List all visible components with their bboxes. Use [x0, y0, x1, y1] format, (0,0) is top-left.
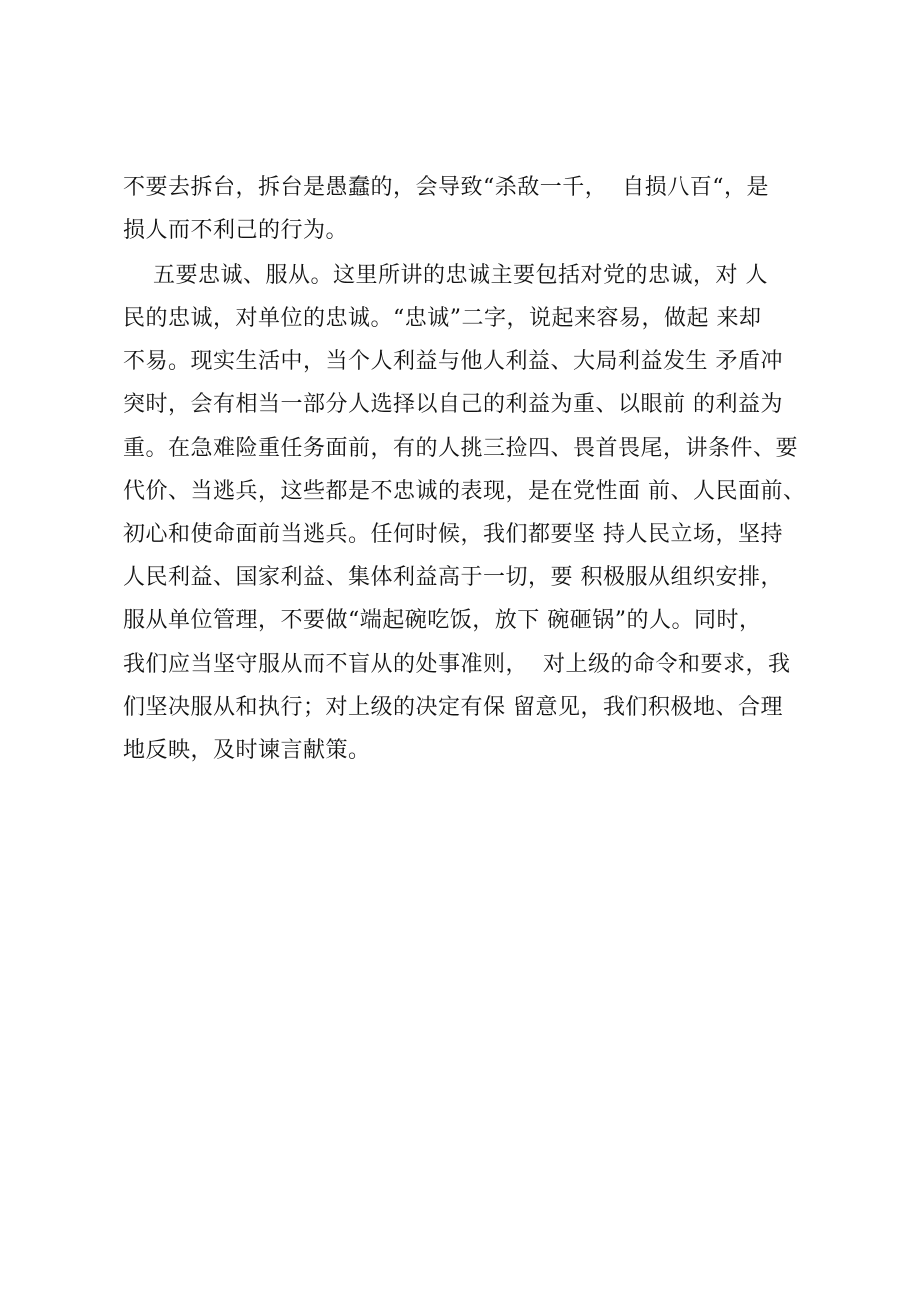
- text-line: 不要去拆台，拆台是愚蠢的，会导致“杀敌一千， 自损八百“，是: [123, 175, 769, 200]
- text-line: 初心和使命面前当逃兵。任何时候，我们都要坚 持人民立场，坚持: [123, 522, 783, 547]
- text-line: 地反映，及时谏言献策。: [123, 738, 371, 763]
- text-line: 五要忠诚、服从。这里所讲的忠诚主要包括对党的忠诚，对 人: [123, 263, 768, 288]
- text-line: 重。在急难险重任务面前，有的人挑三捡四、畏首畏尾，讲条件、要: [123, 436, 799, 461]
- text-line: 突时，会有相当一部分人选择以自己的利益为重、以眼前 的利益为: [123, 392, 783, 417]
- text-line: 服从单位管理，不要做“端起碗吃饭，放下 碗砸锅”的人。同时，: [123, 608, 762, 633]
- text-line: 不易。现实生活中，当个人利益与他人利益、大局利益发生 矛盾冲: [123, 349, 783, 374]
- text-line: 我们应当坚守服从而不盲从的处事准则， 对上级的命令和要求，我: [123, 652, 791, 677]
- text-line: 人民利益、国家利益、集体利益高于一切，要 积极服从组织安排，: [123, 565, 783, 590]
- text-line: 民的忠诚，对单位的忠诚。“忠诚”二字，说起来容易，做起 来却: [123, 306, 762, 331]
- text-line: 代价、当逃兵，这些都是不忠诚的表现，是在党性面 前、人民面前、: [123, 479, 806, 504]
- text-line: 们坚决服从和执行；对上级的决定有保 留意见，我们积极地、合理: [123, 695, 783, 720]
- text-line: 损人而不利己的行为。: [123, 218, 349, 243]
